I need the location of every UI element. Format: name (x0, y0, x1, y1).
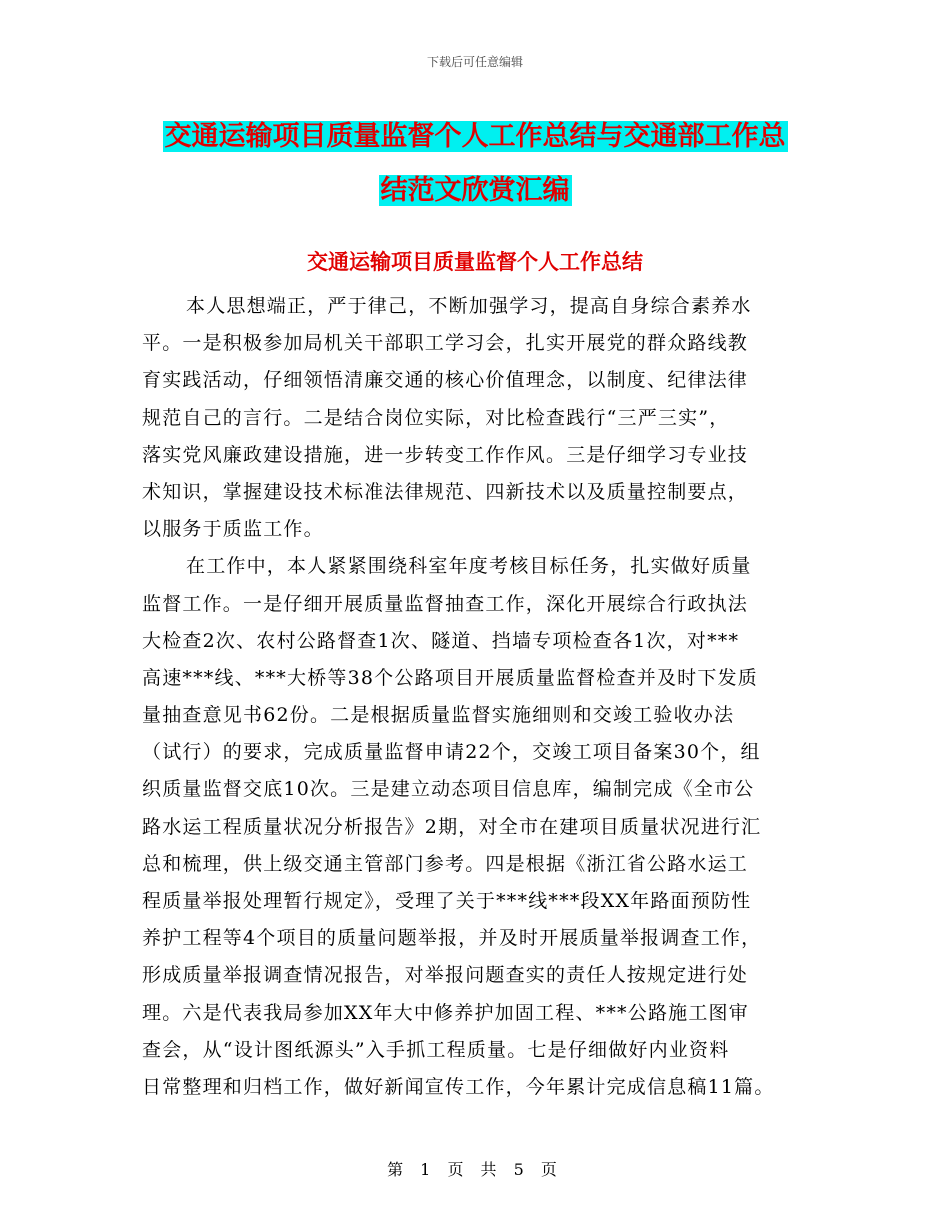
document-title (0, 110, 950, 218)
body-text (142, 288, 812, 1106)
paragraph-line: 在工作中，本人紧紧围绕科室年度考核目标任务，扎实做好质量 (186, 555, 752, 578)
paragraph-line: 路水运工程质量状况分析报告》2期，对全市在建项目质量状况进行汇 (142, 815, 762, 838)
paragraph-line: 养护工程等4个项目的质量问题举报，并及时开展质量举报调查工作， (142, 927, 762, 950)
paragraph-line: 日常整理和归档工作，做好新闻宣传工作，今年累计完成信息稿11篇。 (142, 1075, 775, 1098)
paragraph-line: 理。六是代表我局参加XX年大中修养护加固工程、***公路施工图审 (142, 1001, 749, 1024)
paragraph-line: 落实党风廉政建设措施，进一步转变工作作风。三是仔细学习专业技 (142, 443, 749, 466)
paragraph-line: 程质量举报处理暂行规定》，受理了关于***线***段XX年路面预防性 (142, 890, 752, 912)
paragraph-line: 查会，从“设计图纸源头”入手抓工程质量。七是仔细做好内业资料 (142, 1038, 730, 1061)
paragraph-line: 以服务于质监工作。 (142, 518, 324, 541)
paragraph-line: （试行）的要求，完成质量监督申请22个，交竣工项目备案30个，组 (142, 741, 761, 764)
paragraph-1 (142, 288, 812, 548)
paragraph-line: 织质量监督交底10次。三是建立动态项目信息库，编制完成《全市公 (142, 778, 755, 801)
paragraph-line: 形成质量举报调查情况报告，对举报问题查实的责任人按规定进行处 (142, 964, 749, 987)
paragraph-line: 平。一是积极参加局机关干部职工学习会，扎实开展党的群众路线教 (142, 332, 749, 355)
section-title: 交通运输项目质量监督个人工作总结 (307, 250, 643, 274)
paragraph-2 (142, 548, 812, 1106)
paragraph-line: 监督工作。一是仔细开展质量监督抽查工作，深化开展综合行政执法 (142, 592, 749, 615)
title-line-2: 结范文欣赏汇编 (380, 175, 570, 206)
header-note: 下载后可任意编辑 (426, 55, 523, 69)
paragraph-line: 术知识，掌握建设技术标准法律规范、四新技术以及质量控制要点， (142, 480, 749, 503)
paragraph-line: 育实践活动，仔细领悟清廉交通的核心价值理念，以制度、纪律法律 (142, 369, 749, 392)
paragraph-line: 大检查2次、农村公路督查1次、隧道、挡墙专项检查各1次，对*** (142, 629, 740, 652)
title-line-1: 交通运输项目质量监督个人工作总结与交通部工作总 (164, 121, 786, 152)
paragraph-line: 总和梳理，供上级交通主管部门参考。四是根据《浙江省公路水运工 (142, 852, 749, 875)
paragraph-line: 规范自己的言行。二是结合岗位实际，对比检查践行“三严三实”， (142, 406, 730, 429)
paragraph-line: 高速***线、***大桥等38个公路项目开展质量监督检查并及时下发质 (142, 666, 758, 689)
page-footer: 第 1 页 共 5 页 (387, 1160, 563, 1179)
paragraph-line: 量抽查意见书62份。二是根据质量监督实施细则和交竣工验收办法 (142, 704, 735, 727)
paragraph-line: 本人思想端正，严于律己，不断加强学习，提高自身综合素养水 (186, 295, 752, 317)
